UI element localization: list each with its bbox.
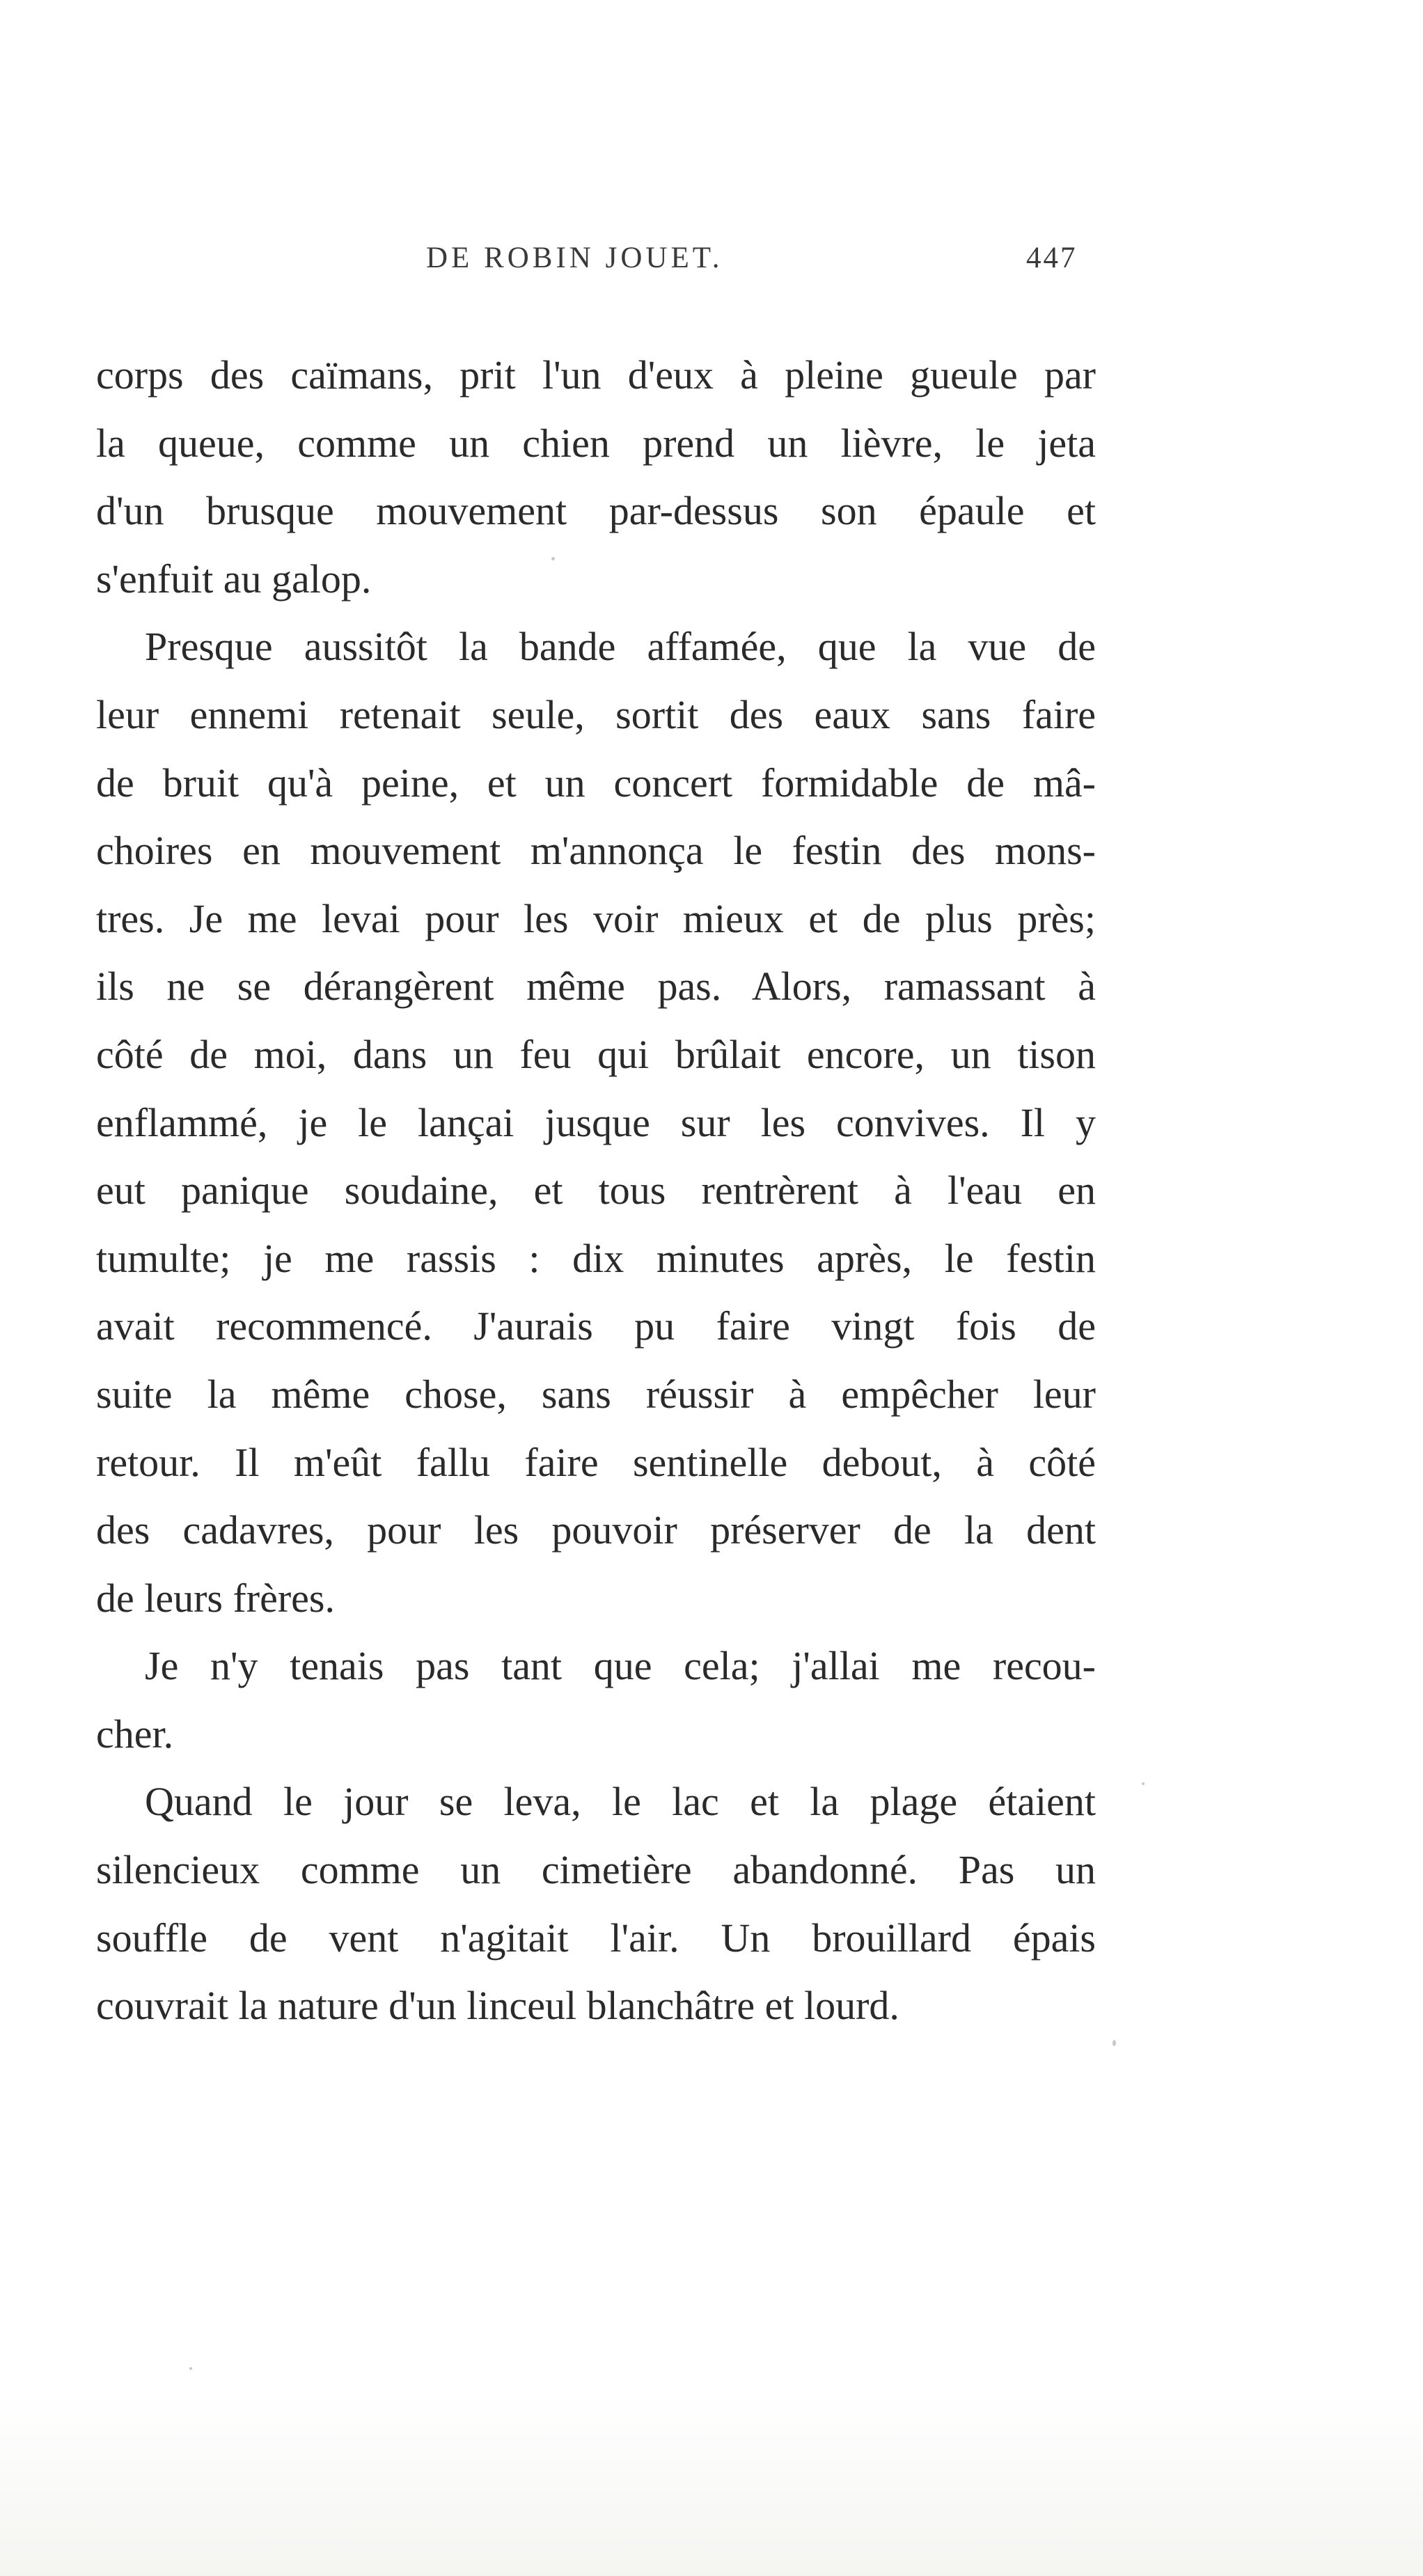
text-line: la queue, comme un chien prend un lièvre, le jeta (96, 420, 1096, 466)
text-line: d'un brusque mouvement par-dessus son épaule et (96, 488, 1096, 534)
text-line: tumulte; je me rassis : dix minutes après, le festin (96, 1235, 1096, 1281)
text-line: côté de moi, dans un feu qui brûlait encore, un tison (96, 1031, 1096, 1077)
scan-speck (551, 557, 555, 560)
text-line: leur ennemi retenait seule, sortit des eaux sans faire (96, 691, 1096, 737)
text-line: couvrait la nature d'un linceul blanchâtre et lourd. (96, 1983, 899, 2029)
scan-speck (1113, 2040, 1116, 2046)
paragraph-2 (96, 613, 1096, 1632)
text-line: des cadavres, pour les pouvoir préserver de la dent (96, 1507, 1096, 1553)
text-line: tres. Je me levai pour les voir mieux et de plus près; (96, 895, 1096, 941)
text-line: ils ne se dérangèrent même pas. Alors, ramassant à (96, 964, 1096, 1010)
text-line: suite la même chose, sans réussir à empêcher leur (96, 1371, 1096, 1417)
text-line: avait recommencé. J'aurais pu faire vingt fois de (96, 1303, 1096, 1349)
body-text (96, 341, 1096, 2040)
text-line: Presque aussitôt la bande affamée, que la vue de (145, 624, 1096, 670)
text-line: retour. Il m'eût fallu faire sentinelle debout, à côté (96, 1439, 1096, 1485)
page-number: 447 (1026, 242, 1078, 274)
text-line: enflammé, je le lançai jusque sur les convives. Il y (96, 1099, 1096, 1145)
paragraph-1 (96, 341, 1096, 613)
scan-speck (1142, 1782, 1145, 1785)
text-line: Je n'y tenais pas tant que cela; j'allai me recou- (145, 1643, 1096, 1689)
text-line: silencieux comme un cimetière abandonné. Pas un (96, 1847, 1096, 1893)
paragraph-4 (96, 1768, 1096, 2039)
text-line: choires en mouvement m'annonça le festin des mons- (96, 828, 1096, 874)
text-line: Quand le jour se leva, le lac et la plage étaient (145, 1779, 1096, 1825)
scan-speck (189, 2367, 192, 2370)
text-line: corps des caïmans, prit l'un d'eux à pleine gueule par (96, 352, 1096, 398)
text-line: s'enfuit au galop. (96, 556, 372, 602)
text-line: de leurs frères. (96, 1575, 335, 1621)
text-line: souffle de vent n'agitait l'air. Un brouillard épais (96, 1915, 1096, 1961)
scan-shading (0, 2395, 1423, 2576)
text-line: de bruit qu'à peine, et un concert formidable de mâ- (96, 760, 1096, 806)
text-line: cher. (96, 1711, 174, 1757)
paragraph-3 (96, 1632, 1096, 1768)
text-line: eut panique soudaine, et tous rentrèrent à l'eau en (96, 1168, 1096, 1214)
running-title: DE ROBIN JOUET. (426, 242, 723, 274)
